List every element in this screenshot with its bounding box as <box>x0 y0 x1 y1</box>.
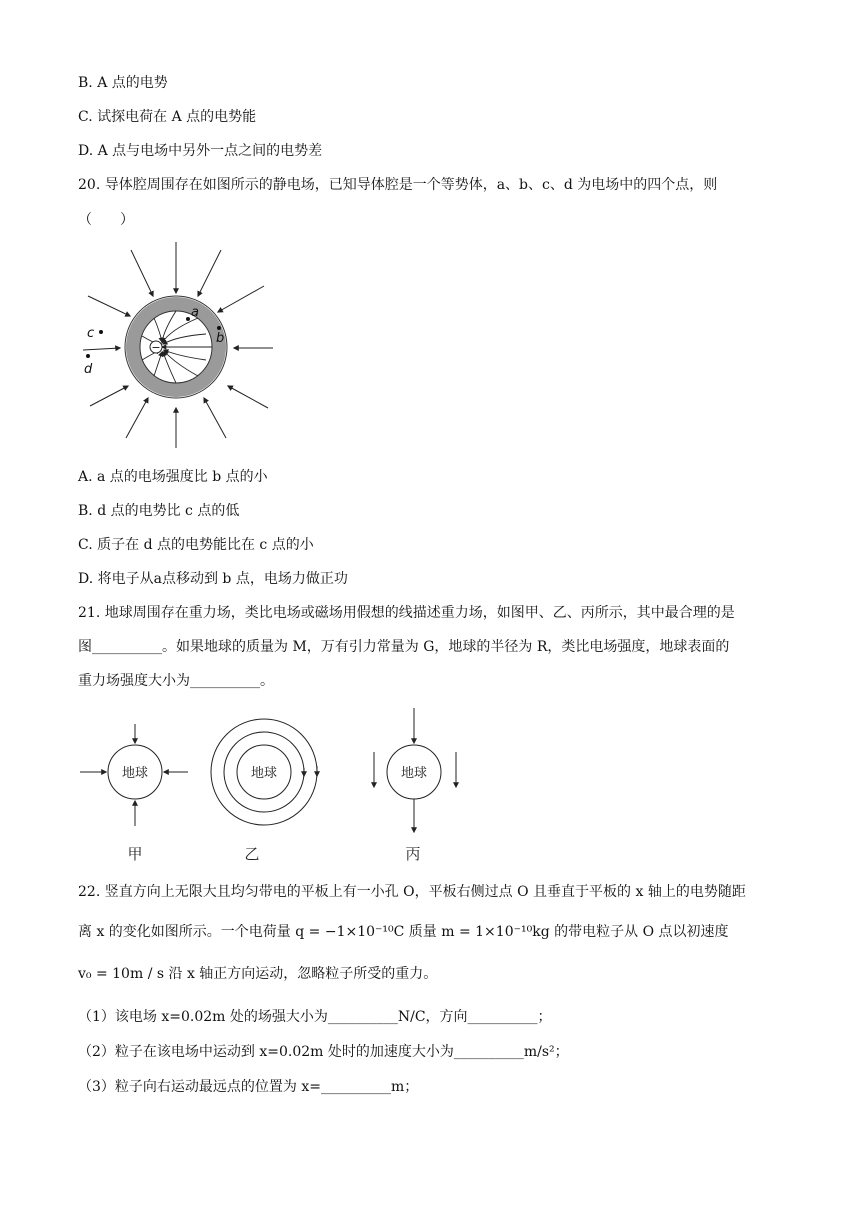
q21-line-1: 21. 地球周围存在重力场，类比电场或磁场用假想的线描述重力场，如图甲、乙、丙所示，其中最合理的是 <box>78 605 735 621</box>
caption-yi: 乙 <box>244 845 260 863</box>
q20-option-a: A. a 点的电场强度比 b 点的小 <box>78 469 268 485</box>
q21-line-3: 重力场强度大小为__________。 <box>78 673 274 689</box>
q20-stem: 20. 导体腔周围存在如图所示的静电场，已知导体腔是一个等势体，a、b、c、d 为电场中的四个点，则 <box>78 177 718 193</box>
earth-label-bing: 地球 <box>400 766 428 781</box>
q20-option-c: C. 质子在 d 点的电势能比在 c 点的小 <box>78 537 314 553</box>
center-charge-label: − <box>151 341 161 354</box>
q22-line-2: 离 x 的变化如图所示。一个电荷量 q = −1×10⁻¹⁰C 质量 m = 1×10⁻¹⁰kg 的带电粒子从 O 点以初速度 <box>78 924 729 940</box>
q20-answer-paren: （ ） <box>78 212 134 228</box>
point-d-label: d <box>84 362 93 377</box>
q19-option-d: D. A 点与电场中另外一点之间的电势差 <box>78 143 323 159</box>
caption-jia: 甲 <box>127 845 143 863</box>
q20-option-d: D. 将电子从a点移动到 b 点，电场力做正功 <box>78 571 348 587</box>
q21-line-2: 图__________。如果地球的质量为 M，万有引力常量为 G，地球的半径为 R，类比电场强度，地球表面的 <box>78 639 730 655</box>
q22-sub-3: （3）粒子向右运动最远点的位置为 x=__________m； <box>78 1079 419 1095</box>
q22-sub-2: （2）粒子在该电场中运动到 x=0.02m 处时的加速度大小为__________m/s²； <box>78 1044 569 1060</box>
point-a-label: a <box>191 305 199 320</box>
point-c-label: c <box>87 326 95 341</box>
q20-option-b: B. d 点的电势比 c 点的低 <box>78 503 240 519</box>
earth-label-yi: 地球 <box>250 766 278 781</box>
q20-conductor-cavity-figure <box>78 238 278 454</box>
q19-option-c: C. 试探电荷在 A 点的电势能 <box>78 109 257 125</box>
q22-sub-1: （1）该电场 x=0.02m 处的场强大小为__________N/C，方向__________； <box>78 1009 552 1025</box>
q22-line-3: v₀ = 10m / s 沿 x 轴正方向运动，忽略粒子所受的重力。 <box>78 966 438 982</box>
q19-option-b: B. A 点的电势 <box>78 75 168 91</box>
q21-gravity-field-figures <box>78 704 478 870</box>
caption-bing: 丙 <box>405 845 421 863</box>
q22-line-1: 22. 竖直方向上无限大且均匀带电的平板上有一小孔 O，平板右侧过点 O 且垂直于平板的 x 轴上的电势随距 <box>78 884 746 900</box>
point-b-label: b <box>216 331 225 346</box>
earth-label-jia: 地球 <box>121 766 149 781</box>
